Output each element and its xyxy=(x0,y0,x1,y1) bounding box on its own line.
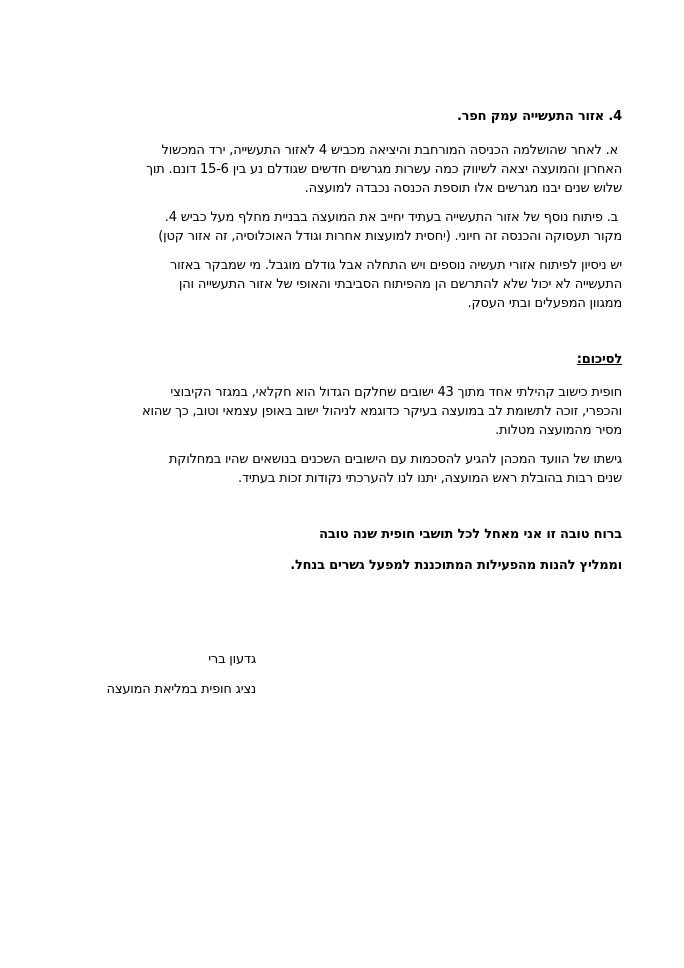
para-b-line: מקור תעסוקה והכנסה זה חיוני. (יחסית למועצות אחרות וגודל האוכלוסיה, זה אזור קטן) xyxy=(158,229,622,244)
para-b-line: ב. פיתוח נוסף של אזור התעשייה בעתיד יחייב את המועצה בבניית מחלף מעל כביש 4. xyxy=(164,210,618,225)
para-a-line: א. לאחר שהושלמה הכניסה המורחבת והיציאה מכביש 4 לאזור התעשייה, ירד המכשול xyxy=(161,143,618,158)
para-c-line: יש ניסיון לפיתוח אזורי תעשיה נוספים ויש התחלה אבל גודלם מוגבל. מי שמבקר באזור xyxy=(170,258,622,273)
summary-para-1-line: מסיר מהמועצה מטלות. xyxy=(495,423,622,438)
para-c-line: התעשייה לא יכול שלא להתרשם הן מהפיתוח הסביבתי והאופי של אזור התעשייה והן xyxy=(178,277,622,292)
summary-para-2-line: גישתו של הוועד המכהן להגיע להסכמות עם הישובים השכנים בנושאים שהיו במחלוקת xyxy=(168,452,622,467)
signature-role: נציג חופית במליאת המועצה xyxy=(106,682,256,697)
para-c-line: ממגוון המפעלים ובתי העסק. xyxy=(467,296,622,311)
section4-heading: 4. אזור התעשייה עמק חפר. xyxy=(456,109,622,124)
para-a-line: שלוש שנים יבנו מגרשים אלו תוספת הכנסה נכבדה למועצה. xyxy=(304,181,622,196)
closing-line: ברוח טובה זו אני מאחל לכל תושבי חופית שנה טובה xyxy=(319,527,622,542)
summary-para-1-line: והכפרי, זוכה לתשומת לב במועצה בעיקר כדוגמא לניהול ישוב באופן עצמאי וטוב, כך שהוא xyxy=(142,404,622,419)
signature-name: גדעון ברי xyxy=(208,652,256,667)
closing-line: וממליץ להנות מהפעילות המתוכננת למפעל גשרים בנחל. xyxy=(290,558,622,573)
summary-para-1-line: חופית כישוב קהילתי אחד מתוך 43 ישובים שחלקם הגדול הוא חקלאי, במגזר הקיבוצי xyxy=(170,385,622,400)
summary-heading: לסיכום: xyxy=(576,352,622,367)
para-a-line: האחרון והמועצה יצאה לשיווק כמה עשרות מגרשים חדשים שגודלם נע בין 15-6 דונם. תוך xyxy=(146,162,622,177)
summary-para-2-line: שנים רבות בהובלת ראש המועצה, יתנו לנו להערכתי נקודות זכות בעתיד. xyxy=(238,471,622,486)
